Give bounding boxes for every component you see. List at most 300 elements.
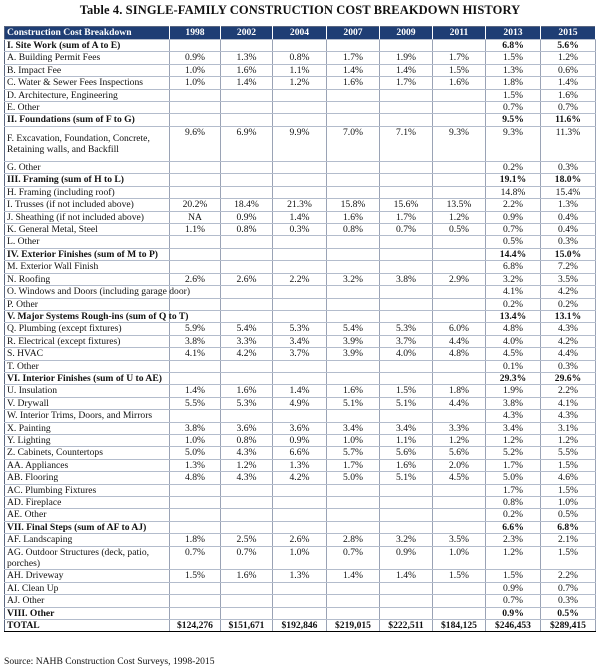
- value-cell: 15.8%: [327, 199, 380, 211]
- value-cell: 3.8%: [486, 397, 541, 409]
- value-cell: 4.3%: [541, 410, 596, 422]
- header-cell: 2002: [221, 27, 273, 40]
- value-cell: 29.3%: [486, 372, 541, 384]
- value-cell: 5.3%: [221, 397, 273, 409]
- row-label: V. Drywall: [5, 397, 170, 409]
- header-cell: 2004: [273, 27, 327, 40]
- value-cell: 2.2%: [541, 570, 596, 582]
- value-cell: 9.3%: [486, 126, 541, 161]
- value-cell: [273, 521, 327, 533]
- value-cell: [170, 521, 221, 533]
- value-cell: 9.5%: [486, 114, 541, 126]
- value-cell: 0.5%: [486, 236, 541, 248]
- value-cell: 0.3%: [541, 360, 596, 372]
- value-cell: [433, 509, 486, 521]
- value-cell: 0.9%: [273, 434, 327, 446]
- value-cell: 29.6%: [541, 372, 596, 384]
- table-row: [5, 497, 596, 509]
- value-cell: [380, 521, 433, 533]
- value-cell: [273, 102, 327, 114]
- table-row: [5, 126, 596, 161]
- header-cell: 2007: [327, 27, 380, 40]
- value-cell: 0.8%: [221, 224, 273, 236]
- value-cell: 4.4%: [433, 335, 486, 347]
- row-label: AI. Clean Up: [5, 582, 170, 594]
- value-cell: 3.4%: [486, 422, 541, 434]
- value-cell: 1.9%: [486, 385, 541, 397]
- value-cell: 0.7%: [486, 595, 541, 607]
- value-cell: 1.8%: [433, 385, 486, 397]
- value-cell: 0.8%: [327, 224, 380, 236]
- value-cell: 5.0%: [170, 447, 221, 459]
- row-label: VII. Final Steps (sum of AF to AJ): [5, 521, 170, 533]
- row-label: R. Electrical (except fixtures): [5, 335, 170, 347]
- value-cell: $192,846: [273, 620, 327, 632]
- value-cell: [327, 497, 380, 509]
- value-cell: [327, 360, 380, 372]
- total-row: [5, 620, 596, 632]
- value-cell: [273, 261, 327, 273]
- row-label: V. Major Systems Rough-ins (sum of Q to T): [5, 310, 170, 322]
- value-cell: 5.5%: [541, 447, 596, 459]
- value-cell: 13.5%: [433, 199, 486, 211]
- value-cell: 1.4%: [273, 211, 327, 223]
- value-cell: 15.4%: [541, 186, 596, 198]
- value-cell: 7.1%: [380, 126, 433, 161]
- value-cell: [327, 509, 380, 521]
- table-row: [5, 397, 596, 409]
- value-cell: [327, 582, 380, 594]
- value-cell: 3.8%: [380, 273, 433, 285]
- value-cell: 3.4%: [327, 422, 380, 434]
- value-cell: [327, 40, 380, 52]
- value-cell: 1.2%: [486, 546, 541, 570]
- value-cell: [273, 497, 327, 509]
- value-cell: 1.5%: [380, 385, 433, 397]
- value-cell: 3.5%: [541, 273, 596, 285]
- table-body: [5, 40, 596, 632]
- value-cell: 4.0%: [486, 335, 541, 347]
- value-cell: 0.2%: [541, 298, 596, 310]
- value-cell: $124,276: [170, 620, 221, 632]
- value-cell: 2.2%: [486, 199, 541, 211]
- value-cell: [221, 509, 273, 521]
- row-label: AF. Landscaping: [5, 534, 170, 546]
- header-cell: 2013: [486, 27, 541, 40]
- value-cell: $219,015: [327, 620, 380, 632]
- value-cell: [380, 89, 433, 101]
- value-cell: 2.2%: [273, 273, 327, 285]
- value-cell: [327, 236, 380, 248]
- value-cell: [433, 607, 486, 619]
- value-cell: 1.1%: [273, 64, 327, 76]
- value-cell: 4.8%: [170, 472, 221, 484]
- value-cell: $222,511: [380, 620, 433, 632]
- value-cell: 1.0%: [433, 546, 486, 570]
- row-label: AD. Fireplace: [5, 497, 170, 509]
- value-cell: [433, 410, 486, 422]
- value-cell: 0.8%: [221, 434, 273, 446]
- value-cell: 1.1%: [380, 434, 433, 446]
- value-cell: 3.7%: [273, 348, 327, 360]
- table-row: [5, 447, 596, 459]
- value-cell: 1.2%: [273, 77, 327, 89]
- value-cell: 3.2%: [327, 273, 380, 285]
- value-cell: [170, 89, 221, 101]
- value-cell: 7.0%: [327, 126, 380, 161]
- value-cell: 2.6%: [221, 273, 273, 285]
- value-cell: [273, 410, 327, 422]
- value-cell: [170, 236, 221, 248]
- value-cell: 3.6%: [273, 422, 327, 434]
- value-cell: 2.3%: [486, 534, 541, 546]
- value-cell: 1.4%: [327, 570, 380, 582]
- row-label: Y. Lighting: [5, 434, 170, 446]
- value-cell: [380, 595, 433, 607]
- row-label: VI. Interior Finishes (sum of U to AE): [5, 372, 170, 384]
- value-cell: [273, 509, 327, 521]
- value-cell: [433, 261, 486, 273]
- value-cell: 1.7%: [380, 211, 433, 223]
- header-cell: Construction Cost Breakdown: [5, 27, 170, 40]
- value-cell: [221, 286, 273, 298]
- header-cell: 2015: [541, 27, 596, 40]
- value-cell: [170, 410, 221, 422]
- table-row: [5, 298, 596, 310]
- value-cell: 0.9%: [486, 607, 541, 619]
- value-cell: 4.4%: [433, 397, 486, 409]
- value-cell: [273, 360, 327, 372]
- value-cell: [170, 248, 221, 260]
- value-cell: 1.5%: [486, 52, 541, 64]
- value-cell: [170, 162, 221, 174]
- value-cell: [433, 89, 486, 101]
- value-cell: [273, 40, 327, 52]
- value-cell: 1.7%: [486, 484, 541, 496]
- value-cell: 0.7%: [170, 546, 221, 570]
- value-cell: 0.1%: [486, 360, 541, 372]
- value-cell: 1.5%: [541, 459, 596, 471]
- row-label: AH. Driveway: [5, 570, 170, 582]
- value-cell: $184,125: [433, 620, 486, 632]
- value-cell: 20.2%: [170, 199, 221, 211]
- value-cell: 1.6%: [221, 385, 273, 397]
- table-row: [5, 286, 596, 298]
- value-cell: [433, 236, 486, 248]
- row-label: X. Painting: [5, 422, 170, 434]
- table-row: [5, 472, 596, 484]
- table-row: [5, 89, 596, 101]
- row-label: D. Architecture, Engineering: [5, 89, 170, 101]
- section-row: [5, 607, 596, 619]
- value-cell: 15.6%: [380, 199, 433, 211]
- value-cell: [170, 484, 221, 496]
- value-cell: NA: [170, 211, 221, 223]
- value-cell: [327, 298, 380, 310]
- value-cell: 5.1%: [380, 397, 433, 409]
- value-cell: 1.7%: [327, 459, 380, 471]
- value-cell: 0.3%: [541, 162, 596, 174]
- value-cell: [221, 484, 273, 496]
- value-cell: [327, 595, 380, 607]
- value-cell: 2.8%: [327, 534, 380, 546]
- value-cell: 6.8%: [541, 521, 596, 533]
- value-cell: 4.2%: [541, 335, 596, 347]
- value-cell: 7.2%: [541, 261, 596, 273]
- value-cell: 5.3%: [380, 323, 433, 335]
- value-cell: $289,415: [541, 620, 596, 632]
- value-cell: 15.0%: [541, 248, 596, 260]
- table-row: [5, 323, 596, 335]
- value-cell: 1.2%: [433, 434, 486, 446]
- value-cell: 1.5%: [433, 64, 486, 76]
- value-cell: 1.0%: [327, 434, 380, 446]
- value-cell: 1.3%: [221, 52, 273, 64]
- row-label: AE. Other: [5, 509, 170, 521]
- table-row: [5, 236, 596, 248]
- table-row: [5, 422, 596, 434]
- value-cell: 1.4%: [170, 385, 221, 397]
- value-cell: 5.4%: [327, 323, 380, 335]
- value-cell: 1.0%: [170, 434, 221, 446]
- source-note: Source: NAHB Construction Cost Surveys, 1998-2015: [4, 656, 215, 667]
- value-cell: 1.7%: [486, 459, 541, 471]
- value-cell: [221, 497, 273, 509]
- value-cell: 1.5%: [433, 570, 486, 582]
- value-cell: 1.0%: [170, 77, 221, 89]
- value-cell: [170, 114, 221, 126]
- value-cell: 0.7%: [380, 224, 433, 236]
- value-cell: [380, 410, 433, 422]
- value-cell: [170, 497, 221, 509]
- value-cell: [433, 595, 486, 607]
- value-cell: [380, 509, 433, 521]
- value-cell: 5.1%: [327, 397, 380, 409]
- section-row: [5, 372, 596, 384]
- value-cell: [327, 89, 380, 101]
- row-label: C. Water & Sewer Fees Inspections: [5, 77, 170, 89]
- table-title: Table 4. SINGLE-FAMILY CONSTRUCTION COST BREAKDOWN HISTORY: [79, 3, 521, 17]
- value-cell: 9.3%: [433, 126, 486, 161]
- value-cell: 2.0%: [433, 459, 486, 471]
- value-cell: 1.6%: [380, 459, 433, 471]
- value-cell: 3.9%: [327, 335, 380, 347]
- value-cell: 1.5%: [486, 89, 541, 101]
- value-cell: 5.4%: [221, 323, 273, 335]
- value-cell: [273, 236, 327, 248]
- value-cell: 1.3%: [273, 459, 327, 471]
- row-label: I. Trusses (if not included above): [5, 199, 170, 211]
- table-row: [5, 211, 596, 223]
- value-cell: 1.5%: [541, 546, 596, 570]
- value-cell: 3.5%: [433, 534, 486, 546]
- value-cell: 3.6%: [221, 422, 273, 434]
- value-cell: $246,453: [486, 620, 541, 632]
- value-cell: 0.2%: [486, 162, 541, 174]
- table-row: [5, 534, 596, 546]
- value-cell: [380, 248, 433, 260]
- row-label: N. Roofing: [5, 273, 170, 285]
- value-cell: 1.2%: [486, 434, 541, 446]
- row-label: III. Framing (sum of H to L): [5, 174, 170, 186]
- value-cell: [327, 174, 380, 186]
- value-cell: [170, 102, 221, 114]
- header-cell: 2009: [380, 27, 433, 40]
- value-cell: [170, 582, 221, 594]
- row-label: P. Other: [5, 298, 170, 310]
- table-row: [5, 273, 596, 285]
- section-row: [5, 310, 596, 322]
- value-cell: 1.1%: [170, 224, 221, 236]
- value-cell: 1.6%: [327, 385, 380, 397]
- value-cell: 14.4%: [486, 248, 541, 260]
- value-cell: [170, 174, 221, 186]
- value-cell: 3.9%: [327, 348, 380, 360]
- value-cell: [221, 607, 273, 619]
- table-row: [5, 410, 596, 422]
- value-cell: [273, 582, 327, 594]
- table-row: [5, 509, 596, 521]
- value-cell: [221, 162, 273, 174]
- value-cell: [221, 372, 273, 384]
- value-cell: 1.4%: [221, 77, 273, 89]
- value-cell: 3.4%: [380, 422, 433, 434]
- value-cell: 1.6%: [327, 77, 380, 89]
- value-cell: 0.7%: [486, 102, 541, 114]
- value-cell: [380, 497, 433, 509]
- value-cell: [221, 102, 273, 114]
- value-cell: [170, 40, 221, 52]
- value-cell: 0.7%: [486, 224, 541, 236]
- value-cell: 0.3%: [541, 236, 596, 248]
- value-cell: 4.1%: [486, 286, 541, 298]
- value-cell: 1.6%: [221, 570, 273, 582]
- row-label: IV. Exterior Finishes (sum of M to P): [5, 248, 170, 260]
- row-label: G. Other: [5, 162, 170, 174]
- value-cell: 0.9%: [221, 211, 273, 223]
- row-label: J. Sheathing (if not included above): [5, 211, 170, 223]
- row-label: Z. Cabinets, Countertops: [5, 447, 170, 459]
- value-cell: [273, 174, 327, 186]
- value-cell: [273, 186, 327, 198]
- row-label: II. Foundations (sum of F to G): [5, 114, 170, 126]
- value-cell: 5.5%: [170, 397, 221, 409]
- value-cell: [433, 186, 486, 198]
- value-cell: [221, 89, 273, 101]
- value-cell: 4.2%: [273, 472, 327, 484]
- value-cell: [273, 248, 327, 260]
- value-cell: 4.3%: [221, 447, 273, 459]
- value-cell: [221, 410, 273, 422]
- value-cell: [273, 162, 327, 174]
- value-cell: 2.6%: [170, 273, 221, 285]
- row-label: W. Interior Trims, Doors, and Mirrors: [5, 410, 170, 422]
- value-cell: [221, 174, 273, 186]
- value-cell: 4.8%: [486, 323, 541, 335]
- row-label: E. Other: [5, 102, 170, 114]
- value-cell: 1.0%: [541, 497, 596, 509]
- value-cell: 6.9%: [221, 126, 273, 161]
- value-cell: 3.3%: [433, 422, 486, 434]
- table-row: [5, 77, 596, 89]
- value-cell: [433, 248, 486, 260]
- value-cell: 3.1%: [541, 422, 596, 434]
- value-cell: 4.2%: [541, 286, 596, 298]
- header-cell: 1998: [170, 27, 221, 40]
- value-cell: [380, 236, 433, 248]
- row-label: Q. Plumbing (except fixtures): [5, 323, 170, 335]
- row-label: AG. Outdoor Structures (deck, patio, porches): [5, 546, 170, 570]
- value-cell: [380, 582, 433, 594]
- value-cell: 11.6%: [541, 114, 596, 126]
- value-cell: 1.5%: [486, 570, 541, 582]
- value-cell: [327, 372, 380, 384]
- row-label: AJ. Other: [5, 595, 170, 607]
- value-cell: 0.8%: [486, 497, 541, 509]
- row-label: A. Building Permit Fees: [5, 52, 170, 64]
- value-cell: [433, 114, 486, 126]
- value-cell: [380, 360, 433, 372]
- value-cell: 6.6%: [486, 521, 541, 533]
- row-label: S. HVAC: [5, 348, 170, 360]
- value-cell: 3.3%: [221, 335, 273, 347]
- value-cell: 0.8%: [273, 52, 327, 64]
- value-cell: 1.6%: [433, 77, 486, 89]
- value-cell: 1.0%: [273, 546, 327, 570]
- value-cell: [380, 102, 433, 114]
- value-cell: 4.5%: [486, 348, 541, 360]
- table-row: [5, 64, 596, 76]
- value-cell: 1.0%: [170, 64, 221, 76]
- value-cell: 3.8%: [170, 422, 221, 434]
- value-cell: 1.9%: [380, 52, 433, 64]
- value-cell: 1.7%: [433, 52, 486, 64]
- value-cell: [433, 372, 486, 384]
- value-cell: [170, 607, 221, 619]
- value-cell: [380, 40, 433, 52]
- value-cell: 5.6%: [541, 40, 596, 52]
- table-row: [5, 186, 596, 198]
- value-cell: 4.2%: [221, 348, 273, 360]
- value-cell: 2.2%: [541, 385, 596, 397]
- value-cell: 11.3%: [541, 126, 596, 161]
- table-row: [5, 102, 596, 114]
- value-cell: [221, 40, 273, 52]
- value-cell: [380, 186, 433, 198]
- table-row: [5, 52, 596, 64]
- row-label: F. Excavation, Foundation, Concrete, Retaining walls, and Backfill: [5, 126, 170, 161]
- value-cell: 2.6%: [273, 534, 327, 546]
- value-cell: 0.6%: [541, 64, 596, 76]
- value-cell: [273, 607, 327, 619]
- value-cell: 19.1%: [486, 174, 541, 186]
- value-cell: [380, 484, 433, 496]
- value-cell: 0.9%: [170, 52, 221, 64]
- value-cell: 1.4%: [273, 385, 327, 397]
- value-cell: 1.4%: [327, 64, 380, 76]
- value-cell: 0.2%: [486, 298, 541, 310]
- value-cell: [327, 186, 380, 198]
- value-cell: 0.5%: [541, 509, 596, 521]
- value-cell: 5.6%: [380, 447, 433, 459]
- value-cell: 0.7%: [327, 546, 380, 570]
- value-cell: 1.6%: [541, 89, 596, 101]
- value-cell: [433, 310, 486, 322]
- value-cell: 0.2%: [486, 509, 541, 521]
- value-cell: 0.9%: [486, 211, 541, 223]
- value-cell: [221, 582, 273, 594]
- value-cell: [433, 174, 486, 186]
